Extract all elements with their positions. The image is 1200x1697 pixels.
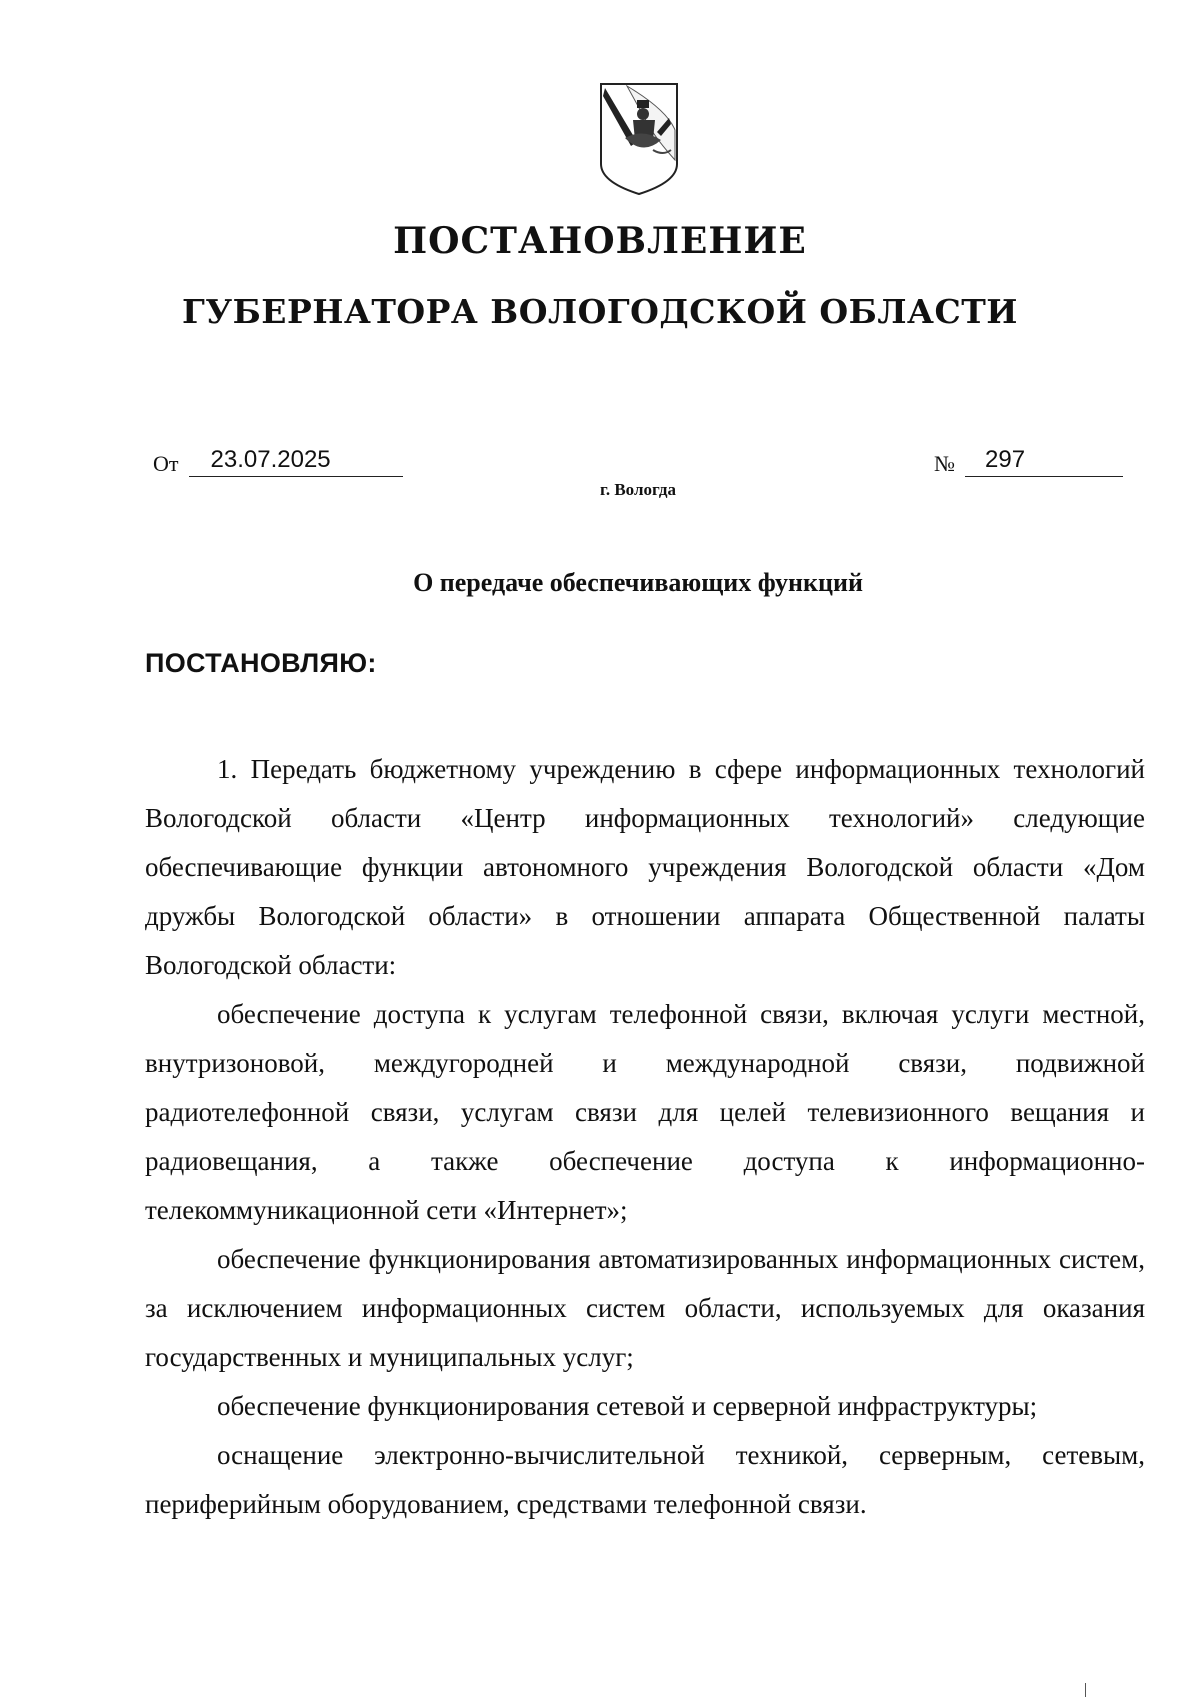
document-title: ПОСТАНОВЛЕНИЕ [393, 220, 807, 262]
city: г. Вологда [600, 480, 676, 499]
date-block [153, 446, 403, 477]
number-label: № [934, 451, 955, 476]
paragraph-5: оснащение электронно-вычислительной техникой, серверным, сетевым, периферийным оборудованием, средствами телефонной связи. [145, 1440, 1145, 1519]
paragraph-1: 1. Передать бюджетному учреждению в сфере информационных технологий Вологодской области «Центр информационных технологий» следующие обеспечивающие функции автономного учреждения Вологодской области «Дом дружбы Вологодской области» в отношении аппарата Общественной палаты Вологодской области: [145, 754, 1145, 980]
date-label: От [153, 451, 179, 476]
decree-heading: ПОСТАНОВЛЯЮ: [145, 648, 377, 678]
paragraph-3: обеспечение функционирования автоматизированных информационных систем, за исключением информационных систем области, используемых для оказания государственных и муниципальных услуг; [145, 1244, 1145, 1372]
date-value: 23.07.2025 [189, 446, 403, 477]
document-body [145, 745, 1145, 1529]
number-block [934, 446, 1123, 477]
document-subject: О передаче обеспечивающих функций [413, 568, 863, 597]
number-value: 297 [965, 446, 1123, 477]
scan-edge-mark [1085, 1683, 1086, 1697]
paragraph-2: обеспечение доступа к услугам телефонной связи, включая услуги местной, внутризоновой, междугородней и международной связи, подвижной радиотелефонной связи, услугам связи для целей телевизионного вещания и радиовещания, а также обеспечение доступа к информационно-телекоммуникационной сети «Интернет»; [145, 999, 1145, 1225]
coat-of-arms-icon [597, 80, 681, 198]
paragraph-4: обеспечение функционирования сетевой и серверной инфраструктуры; [217, 1391, 1038, 1421]
document-issuer: ГУБЕРНАТОРА ВОЛОГОДСКОЙ ОБЛАСТИ [182, 292, 1018, 331]
